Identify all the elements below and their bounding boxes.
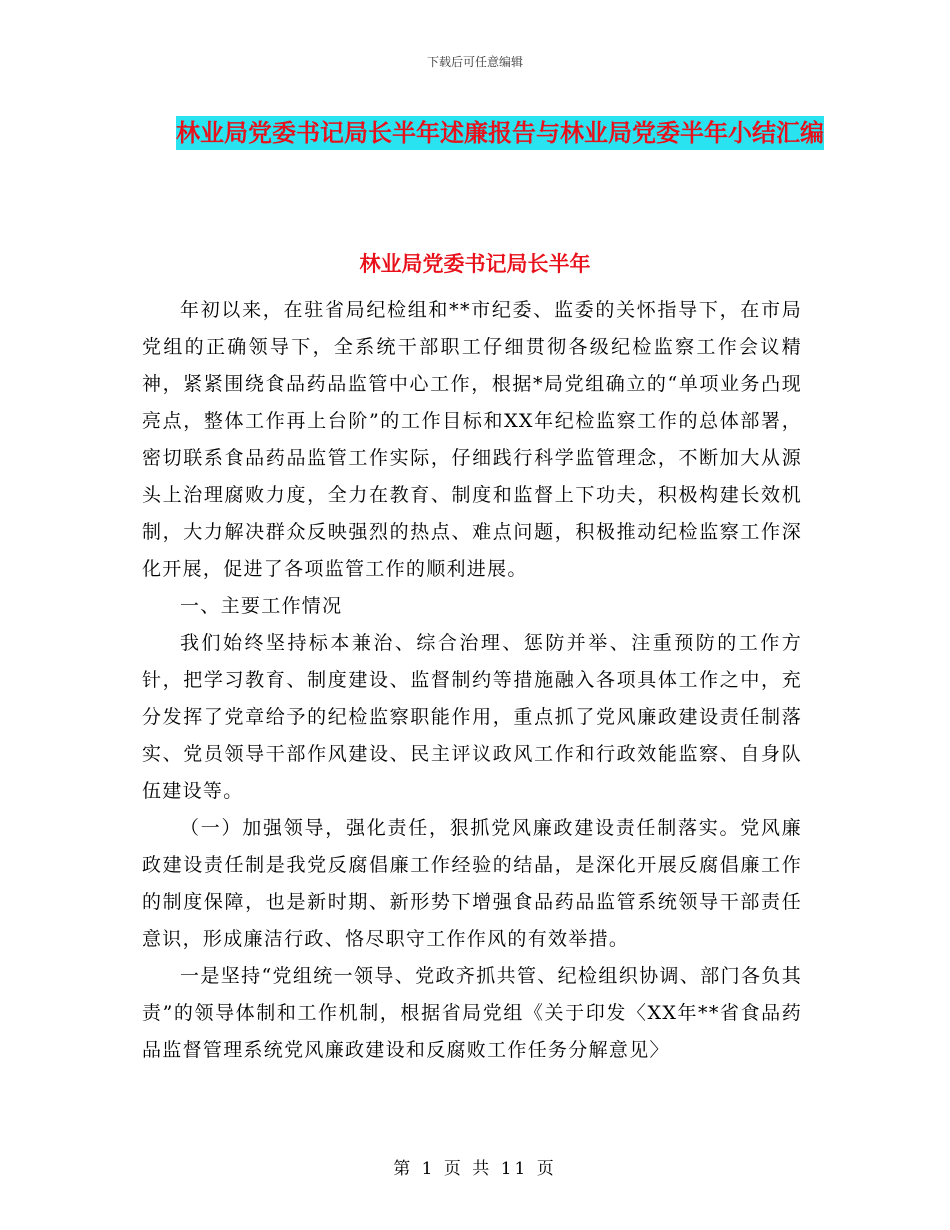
section-title: 林业局党委书记局长半年 <box>359 252 591 276</box>
document-body <box>142 292 802 1069</box>
paragraph-heading-main-work: 一、主要工作情况 <box>180 595 343 617</box>
paragraph-1: 年初以来，在驻省局纪检组和**市纪委、监委的关怀指导下，在市局党组的正确领导下，全系统干部职工仔细贯彻各级纪检监察工作会议精神，紧紧围绕食品药品监管中心工作，根据*局党组确立的“单项业务凸现亮点，整体工作再上台阶”的工作目标和XX年纪检监察工作的总体部署，密切联系食品药品监管工作实际，仔细践行科学监管理念，不断加大从源头上治理腐败力度，全力在教育、制度和监督上下功夫，积极构建长效机制，大力解决群众反映强烈的热点、难点问题，积极推动纪检监察工作深化开展，促进了各项监管工作的顺利进展。 <box>142 299 802 580</box>
paragraph-4: 一是坚持“党组统一领导、党政齐抓共管、纪检组织协调、部门各负其责”的领导体制和工作机制，根据省局党组《关于印发〈XX年**省食品药品监督管理系统党风廉政建设和反腐败工作任务分解意见〉 <box>142 965 802 1061</box>
paragraph-3: （一）加强领导，强化责任，狠抓党风廉政建设责任制落实。党风廉政建设责任制是我党反腐倡廉工作经验的结晶，是深化开展反腐倡廉工作的制度保障，也是新时期、新形势下增强食品药品监管系统领导干部责任意识，形成廉洁行政、恪尽职守工作作风的有效举措。 <box>142 817 802 950</box>
document-title <box>120 112 880 154</box>
header-note: 下载后可任意编辑 <box>426 55 523 69</box>
document-title-text: 林业局党委书记局长半年述廉报告与林业局党委半年小结汇编 <box>176 116 824 150</box>
paragraph-2: 我们始终坚持标本兼治、综合治理、惩防并举、注重预防的工作方针，把学习教育、制度建设、监督制约等措施融入各项具体工作之中，充分发挥了党章给予的纪检监察职能作用，重点抓了党风廉政建设责任制落实、党员领导干部作风建设、民主评议政风工作和行政效能监察、自身队伍建设等。 <box>142 632 802 802</box>
page-number-footer: 第 1 页 共 11 页 <box>393 1159 557 1179</box>
